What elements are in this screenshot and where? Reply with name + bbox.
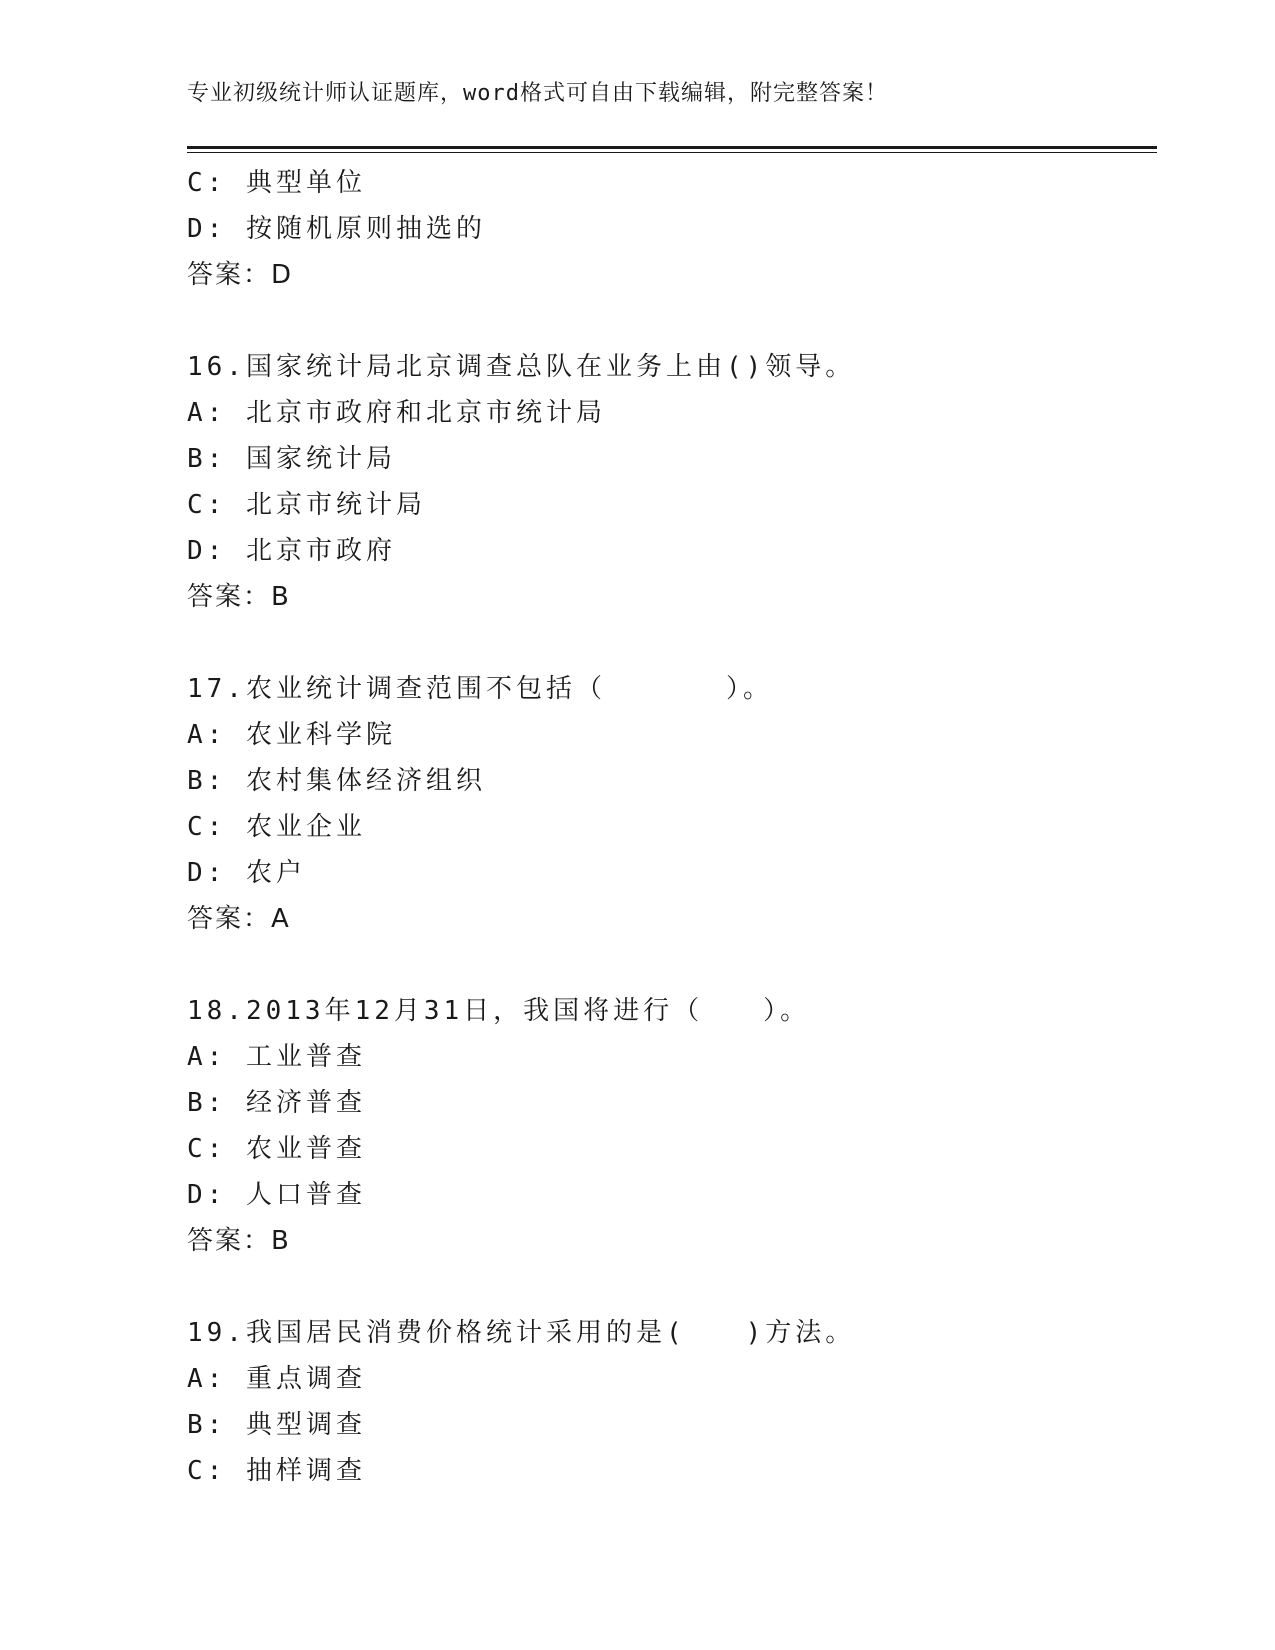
question-17	[187, 666, 1157, 942]
header-rule-thick	[187, 146, 1157, 149]
header-rule-thin	[187, 152, 1157, 153]
option-b: B: 农村集体经济组织	[187, 766, 486, 796]
option-d: D: 北京市政府	[187, 536, 396, 566]
option-c: C: 农业普查	[187, 1134, 366, 1164]
option-c: C: 北京市统计局	[187, 490, 426, 520]
question-16	[187, 344, 1157, 620]
question-19	[187, 1310, 1157, 1494]
spacer	[187, 620, 1157, 666]
option-d: D: 人口普查	[187, 1180, 366, 1210]
spacer	[187, 1264, 1157, 1310]
option-d: D: 农户	[187, 858, 306, 888]
page-header: 专业初级统计师认证题库，word格式可自由下载编辑，附完整答案！	[187, 81, 888, 106]
answer-line: 答案：A	[187, 904, 291, 934]
option-d: D: 按随机原则抽选的	[187, 214, 486, 244]
option-b: B: 国家统计局	[187, 444, 396, 474]
spacer	[187, 942, 1157, 988]
answer-line: 答案：D	[187, 260, 294, 290]
option-c: C: 农业企业	[187, 812, 366, 842]
option-a: A: 农业科学院	[187, 720, 396, 750]
question-stem: 18.2013年12月31日，我国将进行（ ）。	[187, 996, 811, 1026]
option-b: B: 经济普查	[187, 1088, 366, 1118]
answer-line: 答案：B	[187, 582, 291, 612]
question-list	[187, 160, 1157, 1494]
option-a: A: 北京市政府和北京市统计局	[187, 398, 606, 428]
option-c: C: 典型单位	[187, 168, 366, 198]
spacer	[187, 298, 1157, 344]
question-15-tail	[187, 160, 1157, 298]
answer-line: 答案：B	[187, 1226, 291, 1256]
question-stem: 19.我国居民消费价格统计采用的是( )方法。	[187, 1318, 856, 1348]
option-b: B: 典型调查	[187, 1410, 366, 1440]
question-18	[187, 988, 1157, 1264]
option-a: A: 重点调查	[187, 1364, 366, 1394]
question-stem: 17.农业统计调查范围不包括（ ）。	[187, 674, 773, 704]
question-stem: 16.国家统计局北京调查总队在业务上由()领导。	[187, 352, 856, 382]
option-a: A: 工业普查	[187, 1042, 366, 1072]
option-c: C: 抽样调查	[187, 1456, 366, 1486]
